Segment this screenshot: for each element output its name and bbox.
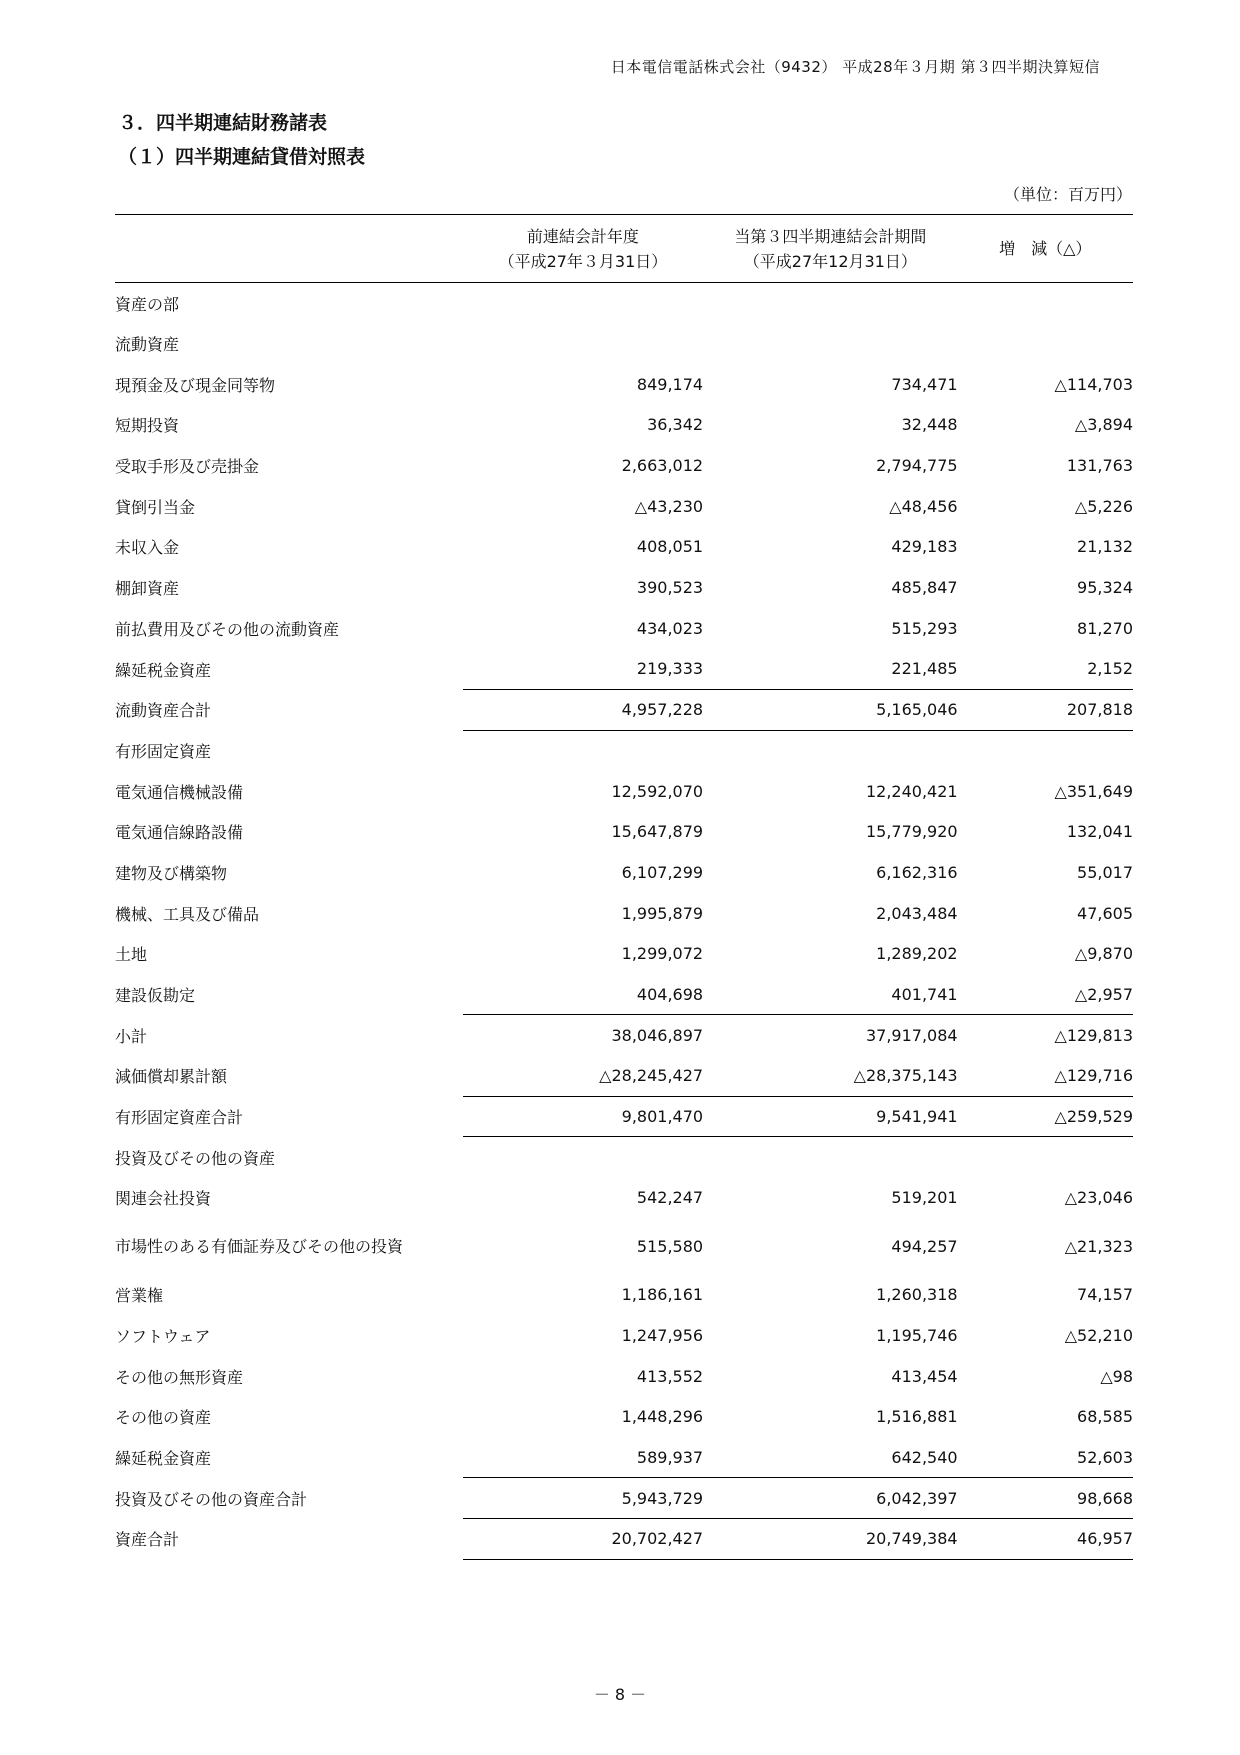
table-row [115, 283, 1133, 324]
prev-value: 5,943,729 [463, 1478, 703, 1519]
table-row [115, 1056, 1133, 1097]
difference-value: 68,585 [1077, 1407, 1133, 1427]
prev-value: 404,698 [636, 984, 704, 1004]
difference-value: 47,605 [1077, 903, 1133, 923]
current-value: △28,375,143 [853, 1066, 958, 1086]
current-value: 1,289,202 [876, 944, 958, 964]
prev-value [463, 283, 703, 324]
difference-value [958, 730, 1133, 771]
table-row [115, 852, 1133, 893]
current-value: 32,448 [901, 415, 958, 435]
header-prev-label: 前連結会計年度 [526, 226, 639, 246]
page-number: － 8 － [593, 1685, 647, 1704]
table-header-row [115, 215, 1133, 283]
current-value: 2,794,775 [876, 456, 958, 476]
current-value: 515,293 [891, 618, 958, 638]
prev-value: 9,801,470 [463, 1096, 703, 1137]
difference-value: 95,324 [1077, 578, 1133, 598]
row-label: 市場性のある有価証券及びその他の投資 [115, 1236, 404, 1256]
row-label: 繰延税金資産 [115, 660, 212, 680]
header-prev-period [463, 215, 703, 283]
difference-value: 55,017 [1077, 862, 1133, 882]
prev-value: 12,592,070 [611, 781, 704, 801]
row-label: 繰延税金資産 [115, 1448, 212, 1468]
difference-value: 74,157 [1077, 1285, 1133, 1305]
current-value: 413,454 [891, 1366, 958, 1386]
prev-value: △28,245,427 [599, 1066, 704, 1086]
current-value: 6,042,397 [703, 1478, 958, 1519]
difference-value: 98,668 [958, 1478, 1133, 1519]
difference-value: 46,957 [958, 1518, 1133, 1559]
current-value: 485,847 [891, 578, 958, 598]
difference-value: △98 [1100, 1366, 1133, 1386]
prev-value: 36,342 [647, 415, 704, 435]
current-value: 1,260,318 [876, 1285, 958, 1305]
table-row [115, 527, 1133, 568]
current-value: 494,257 [891, 1236, 958, 1256]
table-row [115, 974, 1133, 1015]
current-value: 401,741 [891, 984, 958, 1004]
table-row [115, 1218, 1133, 1274]
prev-value [463, 730, 703, 771]
table-row [115, 608, 1133, 649]
difference-value: 132,041 [1066, 822, 1133, 842]
row-label: ソフトウェア [115, 1326, 211, 1346]
difference-value: 2,152 [1087, 659, 1133, 679]
current-value: 9,541,941 [703, 1096, 958, 1137]
table-row [115, 445, 1133, 486]
difference-value: 21,132 [1077, 537, 1133, 557]
subsection-title: （１）四半期連結貸借対照表 [118, 146, 366, 168]
difference-value: △52,210 [1064, 1325, 1133, 1345]
prev-value: 413,552 [636, 1366, 704, 1386]
difference-value: △129,813 [958, 1015, 1133, 1056]
table-row [115, 1356, 1133, 1397]
current-value: 20,749,384 [703, 1518, 958, 1559]
row-label: 有形固定資産 [115, 741, 212, 761]
row-label: 棚卸資産 [115, 579, 180, 599]
row-label: 未収入金 [115, 538, 180, 558]
difference-value: 207,818 [958, 689, 1133, 730]
current-value [703, 730, 958, 771]
unit-label: （単位：百万円） [1003, 185, 1132, 204]
table-row [115, 1518, 1133, 1559]
row-label: 電気通信線路設備 [115, 823, 244, 843]
table-row [115, 1096, 1133, 1137]
row-label: その他の無形資産 [115, 1367, 244, 1387]
header-item [115, 215, 463, 283]
row-label: 資産合計 [115, 1530, 180, 1550]
prev-value: 1,247,956 [621, 1325, 704, 1345]
table-row [115, 1274, 1133, 1315]
row-label: 小計 [115, 1026, 148, 1046]
current-value [703, 323, 958, 364]
current-value: 15,779,920 [865, 822, 958, 842]
table-row [115, 364, 1133, 405]
difference-value: 52,603 [1077, 1447, 1133, 1467]
row-label: 有形固定資産合計 [115, 1108, 244, 1128]
row-label: 流動資産合計 [115, 701, 212, 721]
section-title: ３．四半期連結財務諸表 [118, 112, 328, 134]
prev-value: 408,051 [636, 537, 704, 557]
table-row [115, 1478, 1133, 1519]
table-row [115, 771, 1133, 812]
prev-value: 434,023 [636, 618, 704, 638]
table-row [115, 567, 1133, 608]
balance-sheet-table [115, 214, 1133, 1560]
row-label: 建物及び構築物 [115, 863, 228, 883]
difference-value: 81,270 [1077, 618, 1133, 638]
table-row [115, 1015, 1133, 1056]
table-row [115, 934, 1133, 975]
prev-value: 6,107,299 [621, 862, 704, 882]
prev-value [463, 1137, 703, 1178]
difference-value: △23,046 [1064, 1188, 1133, 1208]
difference-value: △3,894 [1074, 415, 1133, 435]
table-row [115, 486, 1133, 527]
current-value: 2,043,484 [876, 903, 958, 923]
prev-value: 15,647,879 [611, 822, 704, 842]
prev-value [463, 323, 703, 364]
prev-value: 1,995,879 [621, 903, 704, 923]
prev-value: 1,299,072 [621, 944, 704, 964]
prev-value: 4,957,228 [463, 689, 703, 730]
row-label: 投資及びその他の資産合計 [115, 1489, 308, 1509]
table-row [115, 689, 1133, 730]
current-value [703, 1137, 958, 1178]
row-label: 流動資産 [115, 335, 180, 355]
prev-value: 515,580 [636, 1236, 704, 1256]
current-value: 221,485 [891, 659, 958, 679]
row-label: 電気通信機械設備 [115, 782, 244, 802]
difference-value: △21,323 [1064, 1236, 1133, 1256]
difference-value: △259,529 [958, 1096, 1133, 1137]
prev-value: 589,937 [636, 1447, 704, 1467]
row-label: 関連会社投資 [115, 1189, 212, 1209]
table-row [115, 323, 1133, 364]
header-difference [958, 215, 1133, 283]
current-value: 37,917,084 [703, 1015, 958, 1056]
row-label: 短期投資 [115, 416, 180, 436]
difference-value [958, 283, 1133, 324]
row-label: 機械、工具及び備品 [115, 904, 260, 924]
table-row [115, 893, 1133, 934]
current-value: 429,183 [891, 537, 958, 557]
current-value: 1,516,881 [876, 1407, 958, 1427]
difference-value [958, 1137, 1133, 1178]
row-label: 減価償却累計額 [115, 1067, 228, 1087]
table-row [115, 811, 1133, 852]
table-row [115, 1315, 1133, 1356]
table-row [115, 1178, 1133, 1219]
prev-value: 2,663,012 [621, 456, 704, 476]
row-label: 現預金及び現金同等物 [115, 375, 276, 395]
prev-value: 849,174 [636, 374, 704, 394]
table-row [115, 1396, 1133, 1437]
prev-value: 1,448,296 [621, 1407, 704, 1427]
row-label: 前払費用及びその他の流動資産 [115, 619, 340, 639]
prev-value: 20,702,427 [463, 1518, 703, 1559]
current-value: 1,195,746 [876, 1325, 958, 1345]
prev-value: 1,186,161 [621, 1285, 704, 1305]
row-label: 受取手形及び売掛金 [115, 457, 260, 477]
difference-value: △114,703 [1054, 374, 1133, 394]
row-label: 貸倒引当金 [115, 497, 196, 517]
header-current-date: （平成27年12月31日） [743, 251, 917, 271]
table-row [115, 405, 1133, 446]
row-label: 投資及びその他の資産 [115, 1148, 276, 1168]
table-row [115, 1137, 1133, 1178]
row-label: 建設仮勘定 [115, 986, 196, 1006]
current-value: 12,240,421 [865, 781, 958, 801]
current-value: 734,471 [891, 374, 958, 394]
difference-value: △2,957 [1074, 984, 1133, 1004]
prev-value: 38,046,897 [463, 1015, 703, 1056]
difference-value: 131,763 [1066, 456, 1133, 476]
current-value [703, 283, 958, 324]
difference-value [958, 323, 1133, 364]
header-current-label: 当第３四半期連結会計期間 [734, 226, 927, 246]
difference-value: △351,649 [1054, 781, 1133, 801]
header-current-period [703, 215, 958, 283]
difference-value: △5,226 [1074, 496, 1133, 516]
row-label: 営業権 [115, 1286, 164, 1306]
difference-value: △9,870 [1074, 944, 1133, 964]
prev-value: 219,333 [636, 659, 704, 679]
table-row [115, 730, 1133, 771]
row-label: 資産の部 [115, 294, 180, 314]
current-value: △48,456 [889, 496, 958, 516]
current-value: 6,162,316 [876, 862, 958, 882]
prev-value: 390,523 [636, 578, 704, 598]
table-row [115, 649, 1133, 690]
difference-value: △129,716 [1054, 1066, 1133, 1086]
row-label: その他の資産 [115, 1408, 212, 1428]
header-difference-label: 増 減（△） [999, 239, 1092, 258]
row-label: 土地 [115, 945, 148, 965]
prev-value: 542,247 [636, 1188, 704, 1208]
header-prev-date: （平成27年３月31日） [498, 251, 668, 271]
table-body [115, 283, 1133, 1560]
table-row [115, 1437, 1133, 1478]
current-value: 519,201 [891, 1188, 958, 1208]
prev-value: △43,230 [634, 496, 704, 516]
document-header: 日本電信電話株式会社（9432） 平成28年３月期 第３四半期決算短信 [610, 58, 1100, 76]
current-value: 642,540 [891, 1447, 958, 1467]
current-value: 5,165,046 [703, 689, 958, 730]
